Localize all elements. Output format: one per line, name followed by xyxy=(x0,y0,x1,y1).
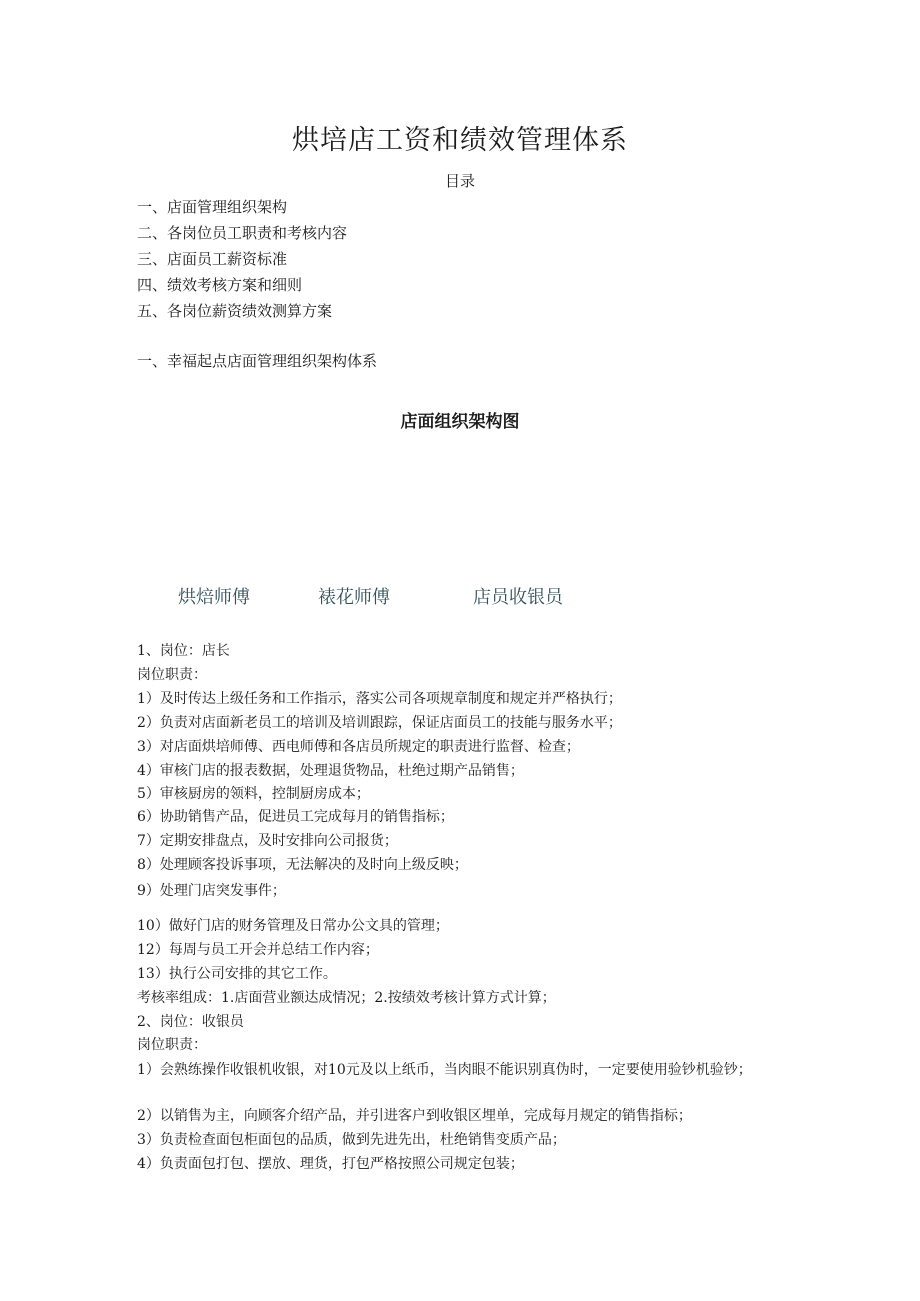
body-line: 1）及时传达上级任务和工作指示，落实公司各项规章制度和规定并严格执行； xyxy=(137,691,622,707)
document-title: 烘培店工资和绩效管理体系 xyxy=(292,125,628,156)
toc-item: 一、店面管理组织架构 xyxy=(137,198,288,216)
body-line: 考核率组成：1.店面营业额达成情况；2.按绩效考核计算方式计算； xyxy=(137,990,556,1006)
toc-item: 三、店面员工薪资标准 xyxy=(137,250,288,268)
body-line: 12）每周与员工开会并总结工作内容； xyxy=(137,942,379,958)
body-line: 10）做好门店的财务管理及日常办公文具的管理； xyxy=(137,918,449,934)
toc-item: 四、绩效考核方案和细则 xyxy=(137,276,303,294)
body-line: 9）处理门店突发事件； xyxy=(137,883,286,899)
toc-item: 二、各岗位员工职责和考核内容 xyxy=(137,224,348,242)
body-line: 3）对店面烘培师傅、西电师傅和各店员所规定的职责进行监督、检查； xyxy=(137,739,580,755)
body-line: 1）会熟练操作收银机收银，对10元及以上纸币，当肉眼不能识别真伪时，一定要使用验钞机验钞； xyxy=(137,1062,752,1078)
body-line: 岗位职责： xyxy=(137,1037,207,1053)
org-node-baker: 烘焙师傅 xyxy=(178,587,250,608)
org-chart-title: 店面组织架构图 xyxy=(400,412,520,432)
toc-heading: 目录 xyxy=(444,172,475,190)
body-line: 2）以销售为主，向顾客介绍产品，并引进客户到收银区埋单，完成每月规定的销售指标； xyxy=(137,1108,692,1124)
body-line: 5）审核厨房的领料，控制厨房成本； xyxy=(137,786,370,802)
body-line: 3）负责检查面包柜面包的品质，做到先进先出，杜绝销售变质产品； xyxy=(137,1132,566,1148)
org-node-cashier: 店员收银员 xyxy=(473,587,563,608)
body-line: 7）定期安排盘点，及时安排向公司报货； xyxy=(137,833,398,849)
toc-item: 五、各岗位薪资绩效测算方案 xyxy=(137,302,333,320)
body-line: 6）协助销售产品，促进员工完成每月的销售指标； xyxy=(137,809,454,825)
body-line: 1、岗位：店长 xyxy=(137,643,230,659)
body-line: 4）负责面包打包、摆放、理货，打包严格按照公司规定包装； xyxy=(137,1156,524,1172)
section-heading: 一、幸福起点店面管理组织架构体系 xyxy=(137,352,378,370)
body-line: 2、岗位：收银员 xyxy=(137,1014,244,1030)
body-line: 4）审核门店的报表数据，处理退货物品，杜绝过期产品销售； xyxy=(137,763,524,779)
body-line: 2）负责对店面新老员工的培训及培训跟踪，保证店面员工的技能与服务水平； xyxy=(137,715,622,731)
body-line: 13）执行公司安排的其它工作。 xyxy=(137,966,337,982)
body-line: 8）处理顾客投诉事项，无法解决的及时向上级反映； xyxy=(137,857,468,873)
body-line: 岗位职责： xyxy=(137,667,207,683)
org-node-decorator: 裱花师傅 xyxy=(318,587,390,608)
